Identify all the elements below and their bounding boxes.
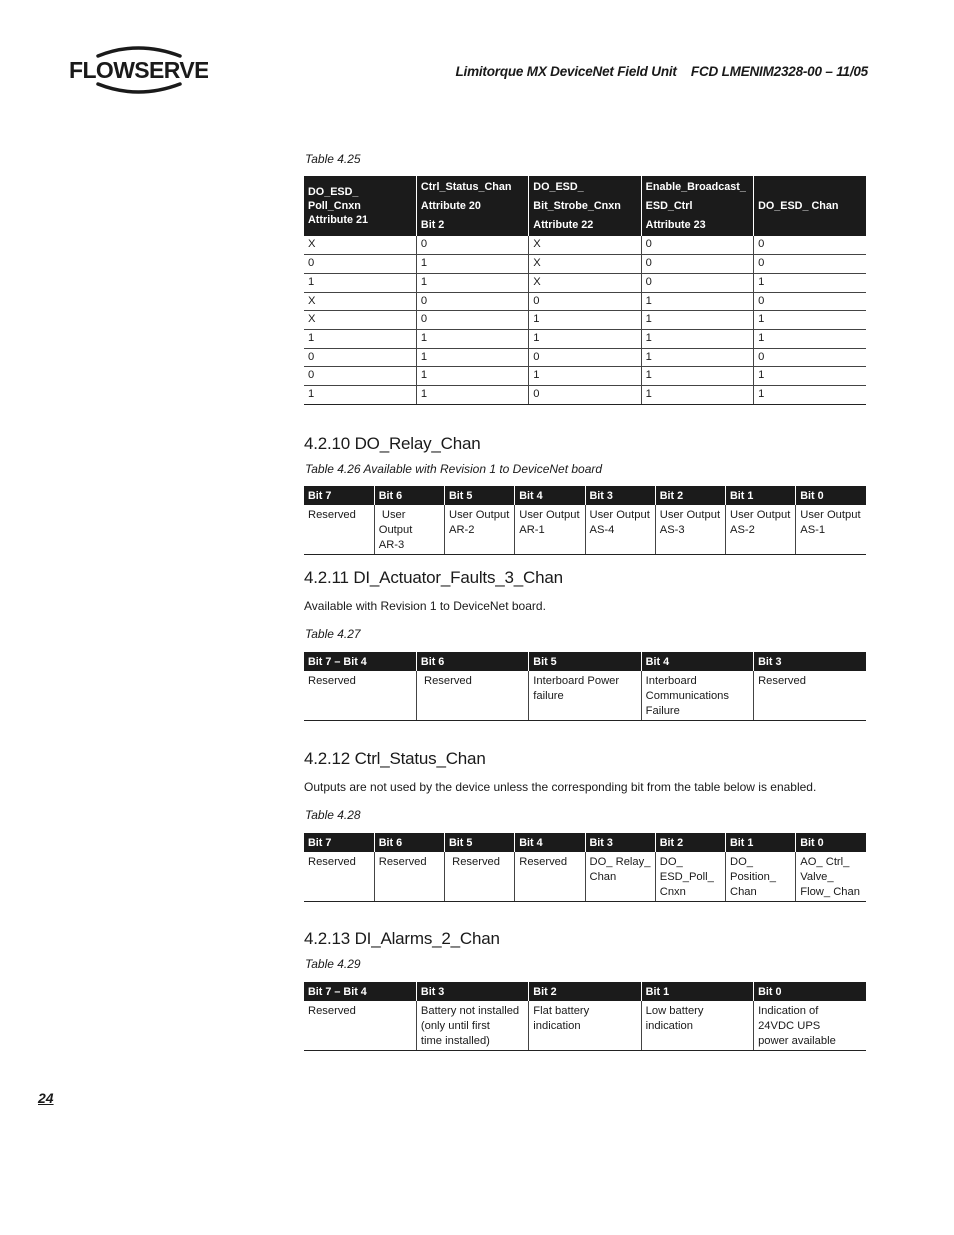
flowserve-logo-mark	[68, 44, 208, 96]
table-header-cell	[641, 176, 753, 236]
table-cell	[304, 671, 416, 721]
table-cell: 1	[416, 329, 528, 348]
cell-line: Reserved	[308, 509, 356, 521]
table-header-cell: Bit 1	[726, 833, 796, 852]
table-header-cell: Bit 1	[726, 486, 796, 505]
cell-line: DO_ESD_ Poll_Cnxn	[308, 186, 361, 212]
table-header-cell	[529, 176, 641, 236]
table-cell	[304, 1001, 416, 1051]
cell-line: Reserved	[308, 1005, 356, 1017]
table-cell: 0	[416, 236, 528, 255]
table-4-26	[304, 486, 866, 555]
table-cell: 1	[416, 367, 528, 386]
table-cell	[416, 1001, 528, 1051]
section-heading-4-2-10: 4.2.10 DO_Relay_Chan	[304, 434, 481, 453]
table-cell	[304, 852, 374, 902]
table-header-cell: Bit 3	[754, 652, 866, 671]
table-cell	[416, 671, 528, 721]
cell-line: User Output	[589, 509, 650, 521]
cell-line: Position_	[730, 871, 777, 883]
table-header-cell: Bit 4	[641, 652, 753, 671]
table-cell: 1	[416, 348, 528, 367]
table-cell: 0	[304, 255, 416, 274]
cell-line: AR-1	[519, 524, 545, 536]
cell-line: Flow_ Chan	[800, 886, 860, 898]
document-header-title: Limitorque MX DeviceNet Field Unit FCD LMENIM2328-00 – 11/05	[455, 64, 868, 79]
table-cell: 0	[754, 236, 866, 255]
cell-line: User Output	[519, 509, 580, 521]
table-header-cell: Bit 4	[515, 833, 585, 852]
table-cell	[445, 852, 515, 902]
table-cell	[726, 505, 796, 555]
cell-line: failure	[533, 690, 564, 702]
cell-line: AO_ Ctrl_	[800, 856, 850, 868]
table-cell: 1	[641, 292, 753, 311]
table-cell	[529, 671, 641, 721]
table-row	[304, 311, 866, 330]
table-cell: 0	[304, 348, 416, 367]
table-cell: 1	[754, 329, 866, 348]
cell-line: Battery not installed	[420, 1005, 520, 1017]
cell-line: AS-2	[730, 524, 755, 536]
cell-line: Interboard	[645, 675, 697, 687]
cell-line: Reserved	[519, 856, 568, 868]
table-header-cell	[304, 176, 416, 236]
table-cell	[754, 671, 866, 721]
table-4-25	[304, 176, 866, 405]
cell-line: User Output	[800, 509, 861, 521]
flowserve-logo	[68, 44, 208, 96]
table-4-27	[304, 652, 866, 721]
table-cell: 1	[641, 386, 753, 405]
table-cell: 0	[641, 273, 753, 292]
table-cell: 1	[641, 367, 753, 386]
table-header-cell: Bit 1	[641, 982, 753, 1001]
table-header-cell: Bit 3	[585, 833, 655, 852]
table-header-cell: Bit 0	[754, 982, 866, 1001]
cell-line: Interboard Power	[533, 675, 620, 687]
cell-line: AR-2	[449, 524, 475, 536]
cell-line: Bit_Strobe_Cnxn	[533, 200, 621, 212]
section-heading-4-2-13: 4.2.13 DI_Alarms_2_Chan	[304, 929, 500, 948]
table-cell: 1	[529, 311, 641, 330]
table-cell: 1	[416, 386, 528, 405]
table-cell: 1	[641, 329, 753, 348]
cell-line: Bit 2	[420, 219, 445, 231]
cell-line: Indication of	[758, 1005, 819, 1017]
table-cell: X	[304, 236, 416, 255]
table-cell: 0	[641, 236, 753, 255]
table-header-cell: Bit 4	[515, 486, 585, 505]
cell-line: Reserved	[449, 856, 500, 868]
table-cell: 1	[529, 329, 641, 348]
cell-line: ESD_Ctrl	[645, 200, 693, 212]
cell-line: DO_ Relay_	[589, 856, 651, 868]
cell-line: DO_ESD_	[533, 181, 584, 193]
section-heading-4-2-12: 4.2.12 Ctrl_Status_Chan	[304, 749, 486, 768]
table-cell	[374, 852, 444, 902]
cell-line: User Output	[449, 509, 510, 521]
table-4-27-caption: Table 4.27	[305, 627, 361, 641]
table-header-cell: Bit 6	[374, 486, 444, 505]
table-header-cell: Bit 2	[529, 982, 641, 1001]
table-cell: 0	[529, 348, 641, 367]
section-4-2-12-paragraph: Outputs are not used by the device unless the corresponding bit from the table below is enabled.	[304, 780, 817, 794]
table-cell: 0	[529, 386, 641, 405]
table-cell	[641, 1001, 753, 1051]
table-row	[304, 367, 866, 386]
table-4-28-caption: Table 4.28	[305, 808, 361, 822]
page-number: 24	[38, 1090, 54, 1106]
table-4-28	[304, 833, 866, 902]
cell-line: Low battery	[645, 1005, 704, 1017]
cell-line: Communications	[645, 690, 729, 702]
cell-line: Chan	[589, 871, 617, 883]
cell-line: AS-3	[659, 524, 685, 536]
section-4-2-11-paragraph: Available with Revision 1 to DeviceNet board.	[304, 599, 546, 613]
table-row	[304, 292, 866, 311]
cell-line: AS-1	[800, 524, 826, 536]
table-cell	[445, 505, 515, 555]
table-cell: X	[304, 311, 416, 330]
table-cell: 1	[416, 273, 528, 292]
table-cell: 1	[754, 367, 866, 386]
table-cell	[726, 852, 796, 902]
table-cell: X	[529, 236, 641, 255]
table-cell: X	[529, 255, 641, 274]
table-cell: 1	[304, 329, 416, 348]
table-cell: X	[529, 273, 641, 292]
cell-line: AR-3	[378, 539, 405, 551]
cell-line: User Output	[730, 509, 791, 521]
table-cell: 1	[754, 386, 866, 405]
table-cell: 1	[529, 367, 641, 386]
table-cell: 0	[641, 255, 753, 274]
table-cell: 0	[529, 292, 641, 311]
table-4-26-caption: Table 4.26 Available with Revision 1 to DeviceNet board	[305, 462, 603, 476]
table-cell	[585, 852, 655, 902]
cell-line: indication	[645, 1020, 693, 1032]
cell-line: Reserved	[758, 675, 806, 687]
table-cell: 1	[304, 386, 416, 405]
table-header-cell: Bit 6	[416, 652, 528, 671]
table-cell	[529, 1001, 641, 1051]
cell-line: (only until first	[420, 1020, 490, 1032]
table-cell	[585, 505, 655, 555]
table-cell: 0	[304, 367, 416, 386]
table-cell	[374, 505, 444, 555]
table-cell: 1	[754, 273, 866, 292]
table-row	[304, 1001, 866, 1051]
cell-line: Attribute 20	[420, 200, 481, 212]
cell-line: power available	[758, 1035, 836, 1047]
table-header-cell: Bit 5	[445, 486, 515, 505]
table-cell	[304, 505, 374, 555]
cell-line: Valve_	[800, 871, 834, 883]
cell-line: Reserved	[420, 675, 472, 687]
table-header-cell: Bit 5	[445, 833, 515, 852]
table-header-cell: Bit 7 – Bit 4	[304, 652, 416, 671]
table-header-cell: Bit 2	[655, 833, 725, 852]
table-cell: 0	[416, 292, 528, 311]
table-cell	[796, 505, 866, 555]
table-header-cell: Bit 7	[304, 486, 374, 505]
cell-line: time installed)	[420, 1035, 490, 1047]
table-header-cell	[754, 176, 866, 236]
table-row	[304, 852, 866, 902]
table-4-29-caption: Table 4.29	[305, 957, 361, 971]
table-row	[304, 273, 866, 292]
table-row	[304, 671, 866, 721]
table-cell: X	[304, 292, 416, 311]
table-header-cell: Bit 7	[304, 833, 374, 852]
table-cell	[515, 852, 585, 902]
table-row	[304, 386, 866, 405]
table-header-cell: Bit 2	[655, 486, 725, 505]
table-header-cell: Bit 3	[585, 486, 655, 505]
table-header-cell: Bit 3	[416, 982, 528, 1001]
cell-line: Cnxn	[659, 886, 686, 898]
table-cell: 1	[641, 348, 753, 367]
cell-line: AS-4	[589, 524, 615, 536]
cell-line: Attribute 21	[308, 214, 368, 226]
cell-line: 24VDC UPS	[758, 1020, 821, 1032]
cell-line: Reserved	[308, 856, 356, 868]
table-row	[304, 505, 866, 555]
cell-line: Attribute 22	[533, 219, 594, 231]
cell-line: Ctrl_Status_Chan	[420, 181, 512, 193]
table-cell	[515, 505, 585, 555]
cell-line: Attribute 23	[645, 219, 706, 231]
table-cell	[754, 1001, 866, 1051]
table-4-29	[304, 982, 866, 1051]
table-cell: 1	[304, 273, 416, 292]
table-header-cell: Bit 7 – Bit 4	[304, 982, 416, 1001]
table-header-cell: Bit 6	[374, 833, 444, 852]
table-header-cell: Bit 0	[796, 833, 866, 852]
table-cell: 1	[416, 255, 528, 274]
table-4-25-caption: Table 4.25	[305, 152, 361, 166]
table-row	[304, 348, 866, 367]
cell-line: DO_	[659, 856, 683, 868]
table-cell: 0	[754, 255, 866, 274]
table-header-cell	[416, 176, 528, 236]
table-cell: 1	[641, 311, 753, 330]
table-header-cell: Bit 0	[796, 486, 866, 505]
table-cell: 1	[754, 311, 866, 330]
table-cell	[655, 505, 725, 555]
table-header-cell: Bit 5	[529, 652, 641, 671]
cell-line: Reserved	[308, 675, 356, 687]
table-cell	[641, 671, 753, 721]
cell-line: DO_ESD_ Chan	[758, 200, 839, 212]
section-heading-4-2-11: 4.2.11 DI_Actuator_Faults_3_Chan	[304, 568, 563, 587]
table-cell: 0	[754, 348, 866, 367]
cell-line: User Output	[378, 509, 413, 536]
cell-line: Flat battery indication	[533, 1005, 590, 1032]
cell-line: ESD_Poll_	[659, 871, 714, 883]
table-cell: 0	[754, 292, 866, 311]
table-row	[304, 236, 866, 255]
cell-line: Reserved	[378, 856, 427, 868]
logo-wordmark: FLOWSERVE	[69, 57, 208, 83]
table-row	[304, 329, 866, 348]
cell-line: User Output	[659, 509, 721, 521]
cell-line: Failure	[645, 705, 680, 717]
table-cell	[655, 852, 725, 902]
table-cell	[796, 852, 866, 902]
cell-line: Enable_Broadcast_	[645, 181, 746, 193]
cell-line: DO_	[730, 856, 754, 868]
cell-line: Chan	[730, 886, 757, 898]
table-cell: 0	[416, 311, 528, 330]
table-row	[304, 255, 866, 274]
